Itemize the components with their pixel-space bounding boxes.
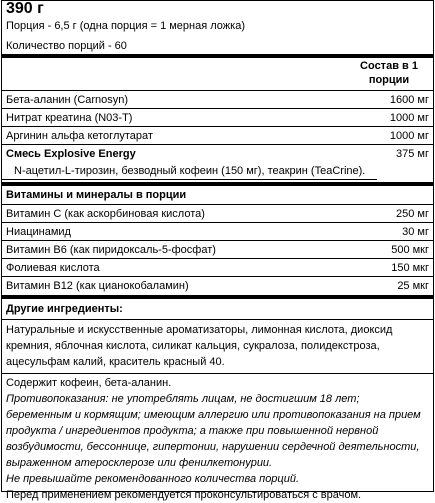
warnings-block xyxy=(6,375,427,503)
other-ingredients-text: Натуральные и искусственные ароматизаторы, лимонная кислота, диоксид кремния, яблочная кислота, силикат кальция, сукралоза, полидекстроза, ацесульфам калий, краситель красный 40. xyxy=(6,324,393,368)
composition-header-line2: порции xyxy=(368,74,410,86)
consult-doctor: Перед применением рекомендуется проконсультироваться с врачом. xyxy=(6,489,362,501)
servings-count: Количество порций - 60 xyxy=(6,40,127,52)
table-row xyxy=(2,243,433,257)
blend-ingredients: N-ацетил-L-тирозин, безводный кофеин (150 мг), теакрин (TeaCrine). xyxy=(14,165,366,177)
divider xyxy=(2,144,433,145)
ingredient-value: 1000 мг xyxy=(389,130,429,142)
ingredient-name: Нитрат креатина (N03-T) xyxy=(6,112,133,124)
vitamin-value: 250 мг xyxy=(396,208,429,220)
divider xyxy=(2,126,433,127)
supplement-facts-label xyxy=(1,0,434,501)
divider xyxy=(2,240,433,241)
vitamin-name: Витамин В12 (как цианокобаламин) xyxy=(6,280,189,292)
blend-name: Смесь Explosive Energy xyxy=(6,148,136,160)
vitamin-name: Фолиевая кислота xyxy=(6,262,100,274)
other-ingredients-title: Другие ингредиенты: xyxy=(6,303,123,315)
divider xyxy=(2,258,433,259)
ingredient-value: 1000 мг xyxy=(389,112,429,124)
divider xyxy=(2,179,377,180)
ingredient-name: Бета-аланин (Carnosyn) xyxy=(6,94,129,106)
divider-thick xyxy=(2,182,433,186)
divider xyxy=(2,204,433,205)
dosage-warning: Не превышайте рекомендованного количества порций. xyxy=(6,473,300,485)
divider xyxy=(2,108,433,109)
table-row xyxy=(2,93,433,107)
divider xyxy=(2,373,433,374)
divider xyxy=(2,90,433,91)
net-weight: 390 г xyxy=(6,0,44,17)
composition-header xyxy=(349,59,429,87)
vitamin-value: 30 мг xyxy=(402,226,429,238)
vitamin-name: Витамин С (как аскорбиновая кислота) xyxy=(6,208,205,220)
vitamin-value: 150 мкг xyxy=(391,262,429,274)
vitamin-name: Витамин В6 (как пиридоксаль-5-фосфат) xyxy=(6,244,216,256)
vitamins-title: Витамины и минералы в порции xyxy=(6,189,187,201)
vitamin-value: 500 мкг xyxy=(391,244,429,256)
serving-size: Порция - 6,5 г (одна порция = 1 мерная ложка) xyxy=(6,20,245,32)
table-row xyxy=(2,279,433,293)
table-row xyxy=(2,261,433,275)
table-row xyxy=(2,225,433,239)
divider xyxy=(2,222,433,223)
vitamin-value: 25 мкг xyxy=(397,280,429,292)
composition-header-line1: Состав в 1 xyxy=(360,60,418,72)
divider-thick xyxy=(2,54,433,58)
caffeine-note: Содержит кофеин, бета-аланин. xyxy=(6,377,172,389)
contraindications: Противопоказания: не употреблять лицам, не достигшим 18 лет; беременным и кормящим; имеющим аллергию или противопоказания на прием продукта / ингредиентов продукта; а также при повышенной нервной возбудимости, бессоннице, гипертонии, нарушении сердечной деятельности, выраженном атеросклерозе или фенилкетонурии. xyxy=(6,393,421,469)
ingredient-value: 1600 мг xyxy=(389,94,429,106)
vitamin-name: Ниацинамид xyxy=(6,226,71,238)
divider xyxy=(2,276,433,277)
table-row xyxy=(2,129,433,143)
table-row xyxy=(2,207,433,221)
ingredient-name: Аргинин альфа кетоглутарат xyxy=(6,130,153,142)
table-row xyxy=(2,111,433,125)
divider-thick xyxy=(2,295,433,299)
divider xyxy=(2,319,433,320)
blend-value: 375 мг xyxy=(396,148,429,160)
table-row xyxy=(2,147,433,161)
